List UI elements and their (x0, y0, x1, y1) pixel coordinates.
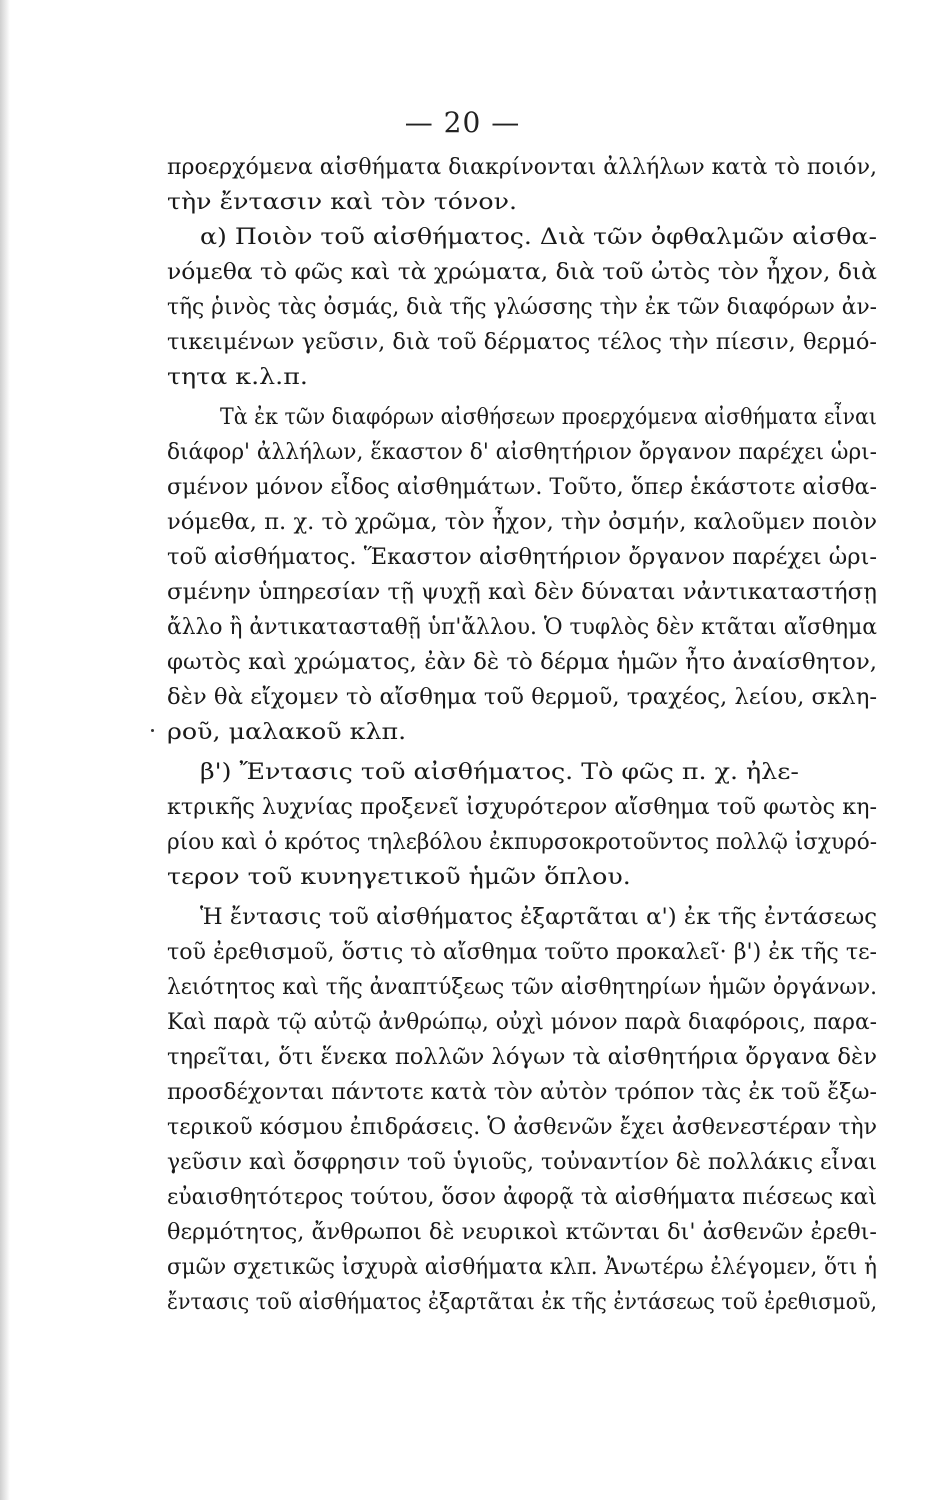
text-line: Καὶ παρὰ τῷ αὐτῷ ἀνθρώπῳ, οὐχὶ μόνον παρὰ διαφόροις, παρα- (167, 1010, 877, 1035)
text-line: τητα κ.λ.π. (167, 365, 308, 390)
text-line: σμῶν σχετικῶς ἰσχυρὰ αἰσθήματα κλπ. Ἀνωτέρω ἐλέγομεν, ὅτι ἡ (167, 1255, 877, 1280)
text-line: θερμότητος, ἄνθρωποι δὲ νευρικοὶ κτῶνται δι' ἀσθενῶν ἐρεθι- (167, 1220, 877, 1245)
text-line: ροῦ, μαλακοῦ κλπ. (167, 720, 407, 745)
text-line: ρίου καὶ ὁ κρότος τηλεβόλου ἐκπυρσοκροτοῦντος πολλῷ ἰσχυρό- (167, 830, 877, 855)
text-line: λειότητος καὶ τῆς ἀναπτύξεως τῶν αἰσθητηρίων ἡμῶν ὀργάνων. (167, 975, 877, 1000)
text-line: ἄλλο ἢ ἀντικατασταθῇ ὑπ'ἄλλου. Ὁ τυφλὸς δὲν κτᾶται αἴσθημα (167, 615, 877, 640)
text-line: τερον τοῦ κυνηγετικοῦ ἡμῶν ὅπλου. (167, 865, 631, 890)
text-line: σμένην ὑπηρεσίαν τῇ ψυχῇ καὶ δὲν δύναται νἀντικαταστήσῃ (167, 580, 877, 605)
text-line: Τὰ ἐκ τῶν διαφόρων αἰσθήσεων προερχόμενα αἰσθήματα εἶναι (220, 405, 877, 430)
text-line: κτρικῆς λυχνίας προξενεῖ ἰσχυρότερον αἴσθημα τοῦ φωτὸς κη- (167, 795, 877, 820)
text-line: προσδέχονται πάντοτε κατὰ τὸν αὐτὸν τρόπον τὰς ἐκ τοῦ ἔξω- (167, 1080, 877, 1105)
text-line: β') Ἔντασις τοῦ αἰσθήματος. Τὸ φῶς π. χ. ἠλε- (200, 760, 799, 785)
text-line: τηρεῖται, ὅτι ἕνεκα πολλῶν λόγων τὰ αἰσθητήρια ὄργανα δὲν (167, 1045, 877, 1070)
text-line: εὐαισθητότερος τούτου, ὅσον ἀφορᾷ τὰ αἰσθήματα πιέσεως καὶ (167, 1185, 877, 1210)
text-line: τικειμένων γεῦσιν, διὰ τοῦ δέρματος τέλος τὴν πίεσιν, θερμό- (167, 330, 877, 355)
text-line: φωτὸς καὶ χρώματος, ἐὰν δὲ τὸ δέρμα ἡμῶν ἦτο ἀναίσθητον, (167, 650, 877, 675)
text-line: σμένον μόνον εἶδος αἰσθημάτων. Τοῦτο, ὅπερ ἑκάστοτε αἰσθα- (167, 475, 877, 500)
text-line: α) Ποιὸν τοῦ αἰσθήματος. Διὰ τῶν ὀφθαλμῶν αἰσθα- (200, 225, 877, 250)
text-line: τερικοῦ κόσμου ἐπιδράσεις. Ὁ ἀσθενῶν ἔχει ἀσθενεστέραν τὴν (167, 1115, 877, 1140)
text-line: τοῦ αἰσθήματος. Ἕκαστον αἰσθητήριον ὄργανον παρέχει ὡρι- (167, 545, 877, 570)
text-line: γεῦσιν καὶ ὄσφρησιν τοῦ ὑγιοῦς, τοὐναντίον δὲ πολλάκις εἶναι (167, 1150, 877, 1175)
text-line: νόμεθα, π. χ. τὸ χρῶμα, τὸν ἦχον, τὴν ὀσμήν, καλοῦμεν ποιὸν (167, 510, 877, 535)
text-line: τοῦ ἐρεθισμοῦ, ὅστις τὸ αἴσθημα τοῦτο προκαλεῖ· β') ἐκ τῆς τε- (167, 940, 877, 965)
text-line: δὲν θὰ εἴχομεν τὸ αἴσθημα τοῦ θερμοῦ, τραχέος, λείου, σκλη- (167, 685, 877, 710)
text-line: τὴν ἔντασιν καὶ τὸν τόνον. (167, 190, 518, 215)
text-line: νόμεθα τὸ φῶς καὶ τὰ χρώματα, διὰ τοῦ ὠτὸς τὸν ἦχον, διὰ (167, 260, 877, 285)
text-line: τῆς ῥινὸς τὰς ὀσμάς, διὰ τῆς γλώσσης τὴν ἐκ τῶν διαφόρων ἀν- (167, 295, 877, 320)
text-line: διάφορ' ἀλλήλων, ἕκαστον δ' αἰσθητήριον ὄργανον παρέχει ὡρι- (167, 440, 877, 465)
page-number: — 20 — (404, 106, 521, 139)
text-line: Ἡ ἔντασις τοῦ αἰσθήματος ἐξαρτᾶται α') ἐκ τῆς ἐντάσεως (200, 905, 877, 930)
text-line: ἔντασις τοῦ αἰσθήματος ἐξαρτᾶται ἐκ τῆς ἐντάσεως τοῦ ἐρεθισμοῦ, (167, 1290, 877, 1315)
ink-speck (151, 729, 154, 732)
page-edge-shadow (0, 0, 10, 1500)
text-line: προερχόμενα αἰσθήματα διακρίνονται ἀλλήλων κατὰ τὸ ποιόν, (167, 155, 877, 180)
